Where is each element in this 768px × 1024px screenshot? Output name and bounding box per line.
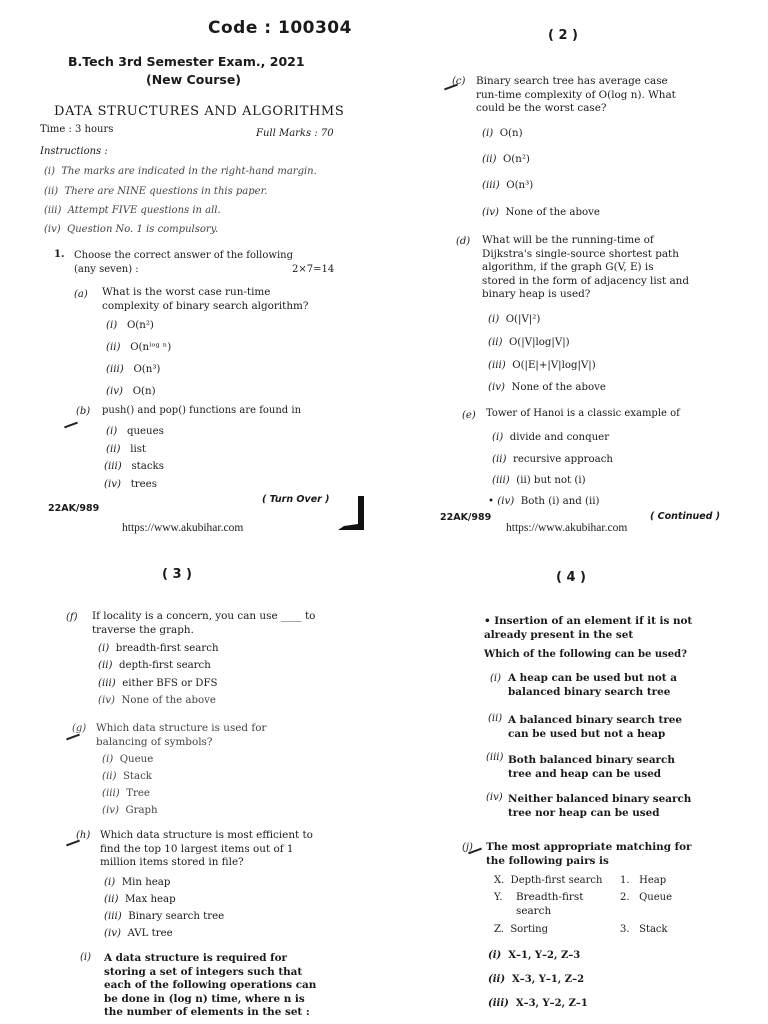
qh-option-4: (iv) AVL tree bbox=[104, 928, 173, 939]
match-row-x: X. Depth-first search bbox=[494, 875, 603, 886]
qa-option-3: (iii) O(n³) bbox=[106, 364, 161, 375]
qc-option-2: (ii) O(n²) bbox=[482, 154, 530, 165]
exam-code: Code : 100304 bbox=[208, 18, 352, 38]
qd-option-2: (ii) O(|V|log|V|) bbox=[488, 337, 570, 348]
qi-option-1: A heap can be used but not a balanced binary search tree bbox=[508, 672, 677, 698]
qg-label: (g) bbox=[72, 723, 87, 734]
qc-option-4: (iv) None of the above bbox=[482, 207, 600, 218]
qi-prompt: Which of the following can be used? bbox=[484, 649, 687, 660]
qg-option-3: (iii) Tree bbox=[102, 788, 150, 799]
qa-option-1: (i) O(n²) bbox=[106, 320, 154, 331]
qj-option-1: (i) X–1, Y–2, Z–3 bbox=[488, 950, 581, 961]
q1-number: 1. bbox=[54, 249, 65, 260]
page-1 bbox=[0, 0, 384, 560]
qb-label: (b) bbox=[76, 406, 91, 417]
subject-title: DATA STRUCTURES AND ALGORITHMS bbox=[54, 104, 345, 119]
match-row-y-text: Breadth-first search bbox=[516, 891, 584, 917]
qd-option-4: (iv) None of the above bbox=[488, 382, 606, 393]
match-row-z: Z. Sorting bbox=[494, 924, 549, 935]
qj-option-2: (ii) X–3, Y–1, Z–2 bbox=[488, 974, 585, 985]
instructions-title: Instructions : bbox=[40, 146, 108, 157]
qf-option-4: (iv) None of the above bbox=[98, 695, 216, 706]
qj-text: The most appropriate matching for the following pairs is bbox=[486, 841, 692, 867]
qi-option-3-num: (iii) bbox=[486, 752, 504, 763]
qa-label: (a) bbox=[74, 289, 88, 300]
footer-url[interactable]: https://www.akubihar.com bbox=[122, 522, 244, 534]
qh-option-1: (i) Min heap bbox=[104, 877, 171, 888]
page-4 bbox=[400, 560, 768, 1024]
qj-label: (j) bbox=[462, 842, 473, 853]
q1-any: (any seven) : bbox=[74, 264, 139, 275]
instruction-2: (ii) There are NINE questions in this paper. bbox=[44, 186, 268, 197]
q1-text: Choose the correct answer of the following bbox=[74, 250, 293, 261]
qi-option-2: A balanced binary search tree can be used but not a heap bbox=[508, 714, 683, 740]
instruction-4: (iv) Question No. 1 is compulsory. bbox=[44, 224, 219, 235]
page-number-2: ( 2 ) bbox=[548, 28, 578, 43]
qa-text: What is the worst case run-time complexity of binary search algorithm? bbox=[102, 286, 309, 312]
footer-url[interactable]: https://www.akubihar.com bbox=[506, 522, 628, 534]
qf-label: (f) bbox=[66, 612, 78, 623]
time-label: Time : 3 hours bbox=[40, 124, 114, 135]
qb-option-3: (iii) stacks bbox=[104, 461, 164, 472]
instruction-3: (iii) Attempt FIVE questions in all. bbox=[44, 205, 221, 216]
pen-mark bbox=[64, 422, 78, 429]
qg-option-4: (iv) Graph bbox=[102, 805, 158, 816]
qc-label: (c) bbox=[452, 76, 466, 87]
qi-bullet: • Insertion of an element if it is not already present in the set bbox=[484, 615, 693, 641]
page-number-4: ( 4 ) bbox=[556, 570, 586, 585]
qf-option-3: (iii) either BFS or DFS bbox=[98, 678, 218, 689]
qe-option-4: • (iv) Both (i) and (ii) bbox=[488, 496, 600, 507]
exam-title: B.Tech 3rd Semester Exam., 2021 bbox=[68, 54, 305, 69]
qc-text: Binary search tree has average case run-time complexity of O(log n). What could be the worst case? bbox=[476, 75, 676, 115]
qe-label: (e) bbox=[462, 410, 476, 421]
qh-option-2: (ii) Max heap bbox=[104, 894, 176, 905]
match-row-2: 2. Queue bbox=[620, 892, 673, 903]
footer-code: 22AK/989 bbox=[48, 503, 100, 514]
page-2 bbox=[400, 0, 768, 560]
qb-option-2: (ii) list bbox=[106, 444, 147, 455]
match-row-1: 1. Heap bbox=[620, 875, 667, 886]
qh-text: Which data structure is most efficient to find the top 10 largest items out of 1 million items stored in file? bbox=[100, 829, 313, 869]
qe-text: Tower of Hanoi is a classic example of bbox=[486, 408, 680, 419]
qa-option-2: (ii) O(nˡᵒᵍ ⁿ) bbox=[106, 342, 172, 353]
binding-mark bbox=[338, 496, 372, 532]
qi-text: A data structure is required for storing a set of integers such that each of the following operations can be done in (log n) time, where n is the number of elements in the set : bbox=[104, 952, 317, 1019]
qi-option-4: Neither balanced binary search tree nor heap can be used bbox=[508, 793, 692, 819]
q1-marks: 2×7=14 bbox=[292, 264, 335, 275]
turn-over: ( Turn Over ) bbox=[262, 494, 330, 505]
qi-option-4-num: (iv) bbox=[486, 792, 503, 803]
course-label: (New Course) bbox=[146, 72, 242, 87]
qa-option-4: (iv) O(n) bbox=[106, 386, 156, 397]
qj-option-3: (iii) X–3, Y–2, Z–1 bbox=[488, 998, 588, 1009]
match-row-y: Y. bbox=[494, 892, 503, 903]
qd-text: What will be the running-time of Dijkstra's single-source shortest path algorithm, if the graph G(V, E) is stored in the form of adjacency list and binary heap is used? bbox=[482, 234, 690, 301]
qf-option-2: (ii) depth-first search bbox=[98, 660, 211, 671]
qi-option-1-num: (i) bbox=[490, 673, 502, 684]
qi-option-2-num: (ii) bbox=[488, 713, 503, 724]
qc-option-1: (i) O(n) bbox=[482, 128, 523, 139]
qh-label: (h) bbox=[76, 830, 91, 841]
qi-label: (i) bbox=[80, 952, 92, 963]
qb-option-4: (iv) trees bbox=[104, 479, 157, 490]
qc-option-3: (iii) O(n³) bbox=[482, 180, 534, 191]
match-row-3: 3. Stack bbox=[620, 924, 668, 935]
page-number-3: ( 3 ) bbox=[162, 567, 192, 582]
qg-option-1: (i) Queue bbox=[102, 754, 154, 765]
qi-option-3: Both balanced binary search tree and heap can be used bbox=[508, 754, 675, 780]
qd-label: (d) bbox=[456, 236, 471, 247]
qg-option-2: (ii) Stack bbox=[102, 771, 152, 782]
qb-option-1: (i) queues bbox=[106, 426, 164, 437]
qf-option-1: (i) breadth-first search bbox=[98, 643, 219, 654]
footer-code: 22AK/989 bbox=[440, 512, 492, 523]
qh-option-3: (iii) Binary search tree bbox=[104, 911, 225, 922]
continued-label: ( Continued ) bbox=[650, 511, 721, 522]
full-marks: Full Marks : 70 bbox=[256, 128, 334, 139]
page-3 bbox=[0, 560, 384, 1024]
qb-text: push() and pop() functions are found in bbox=[102, 405, 302, 416]
qd-option-3: (iii) O(|E|+|V|log|V|) bbox=[488, 360, 596, 371]
qe-option-3: (iii) (ii) but not (i) bbox=[492, 475, 586, 486]
qe-option-2: (ii) recursive approach bbox=[492, 454, 613, 465]
qg-text: Which data structure is used for balancing of symbols? bbox=[96, 722, 267, 748]
pen-mark bbox=[66, 734, 80, 741]
qe-option-1: (i) divide and conquer bbox=[492, 432, 610, 443]
qd-option-1: (i) O(|V|²) bbox=[488, 314, 541, 325]
qf-text: If locality is a concern, you can use ____ to traverse the graph. bbox=[92, 610, 316, 636]
instruction-1: (i) The marks are indicated in the right-hand margin. bbox=[44, 166, 317, 177]
